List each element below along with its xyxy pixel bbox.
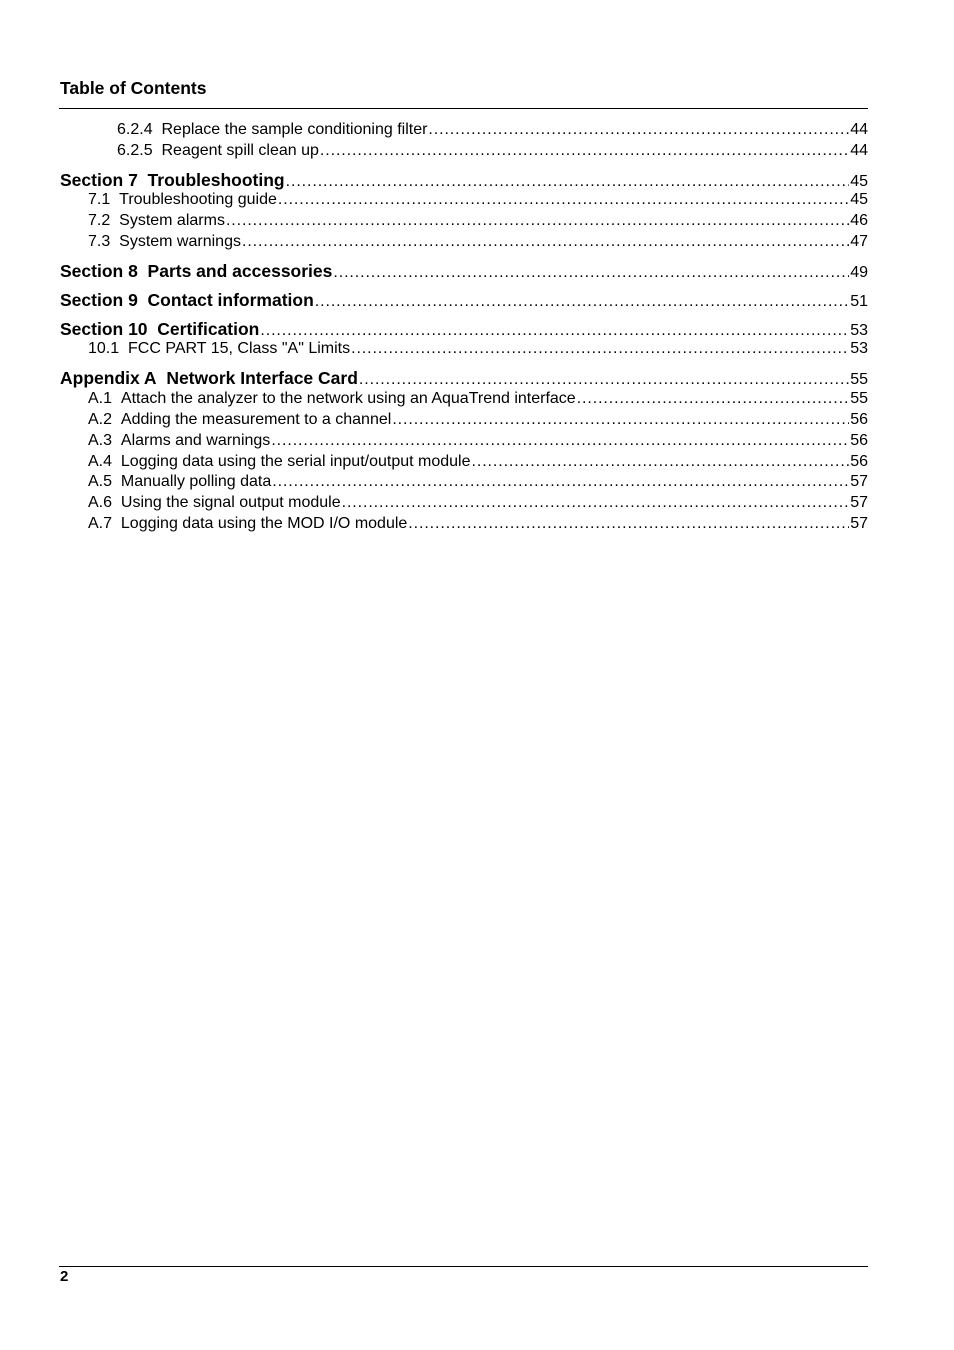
toc-entry-page: 47 xyxy=(850,233,868,250)
toc-entry-page: 57 xyxy=(850,515,868,532)
toc-entry-page: 57 xyxy=(850,473,868,490)
dot-leader xyxy=(577,390,850,408)
page-title: Table of Contents xyxy=(60,78,207,98)
toc-entry-number: A.3 xyxy=(88,432,113,449)
toc-entry-number: 6.2.5 xyxy=(117,142,153,159)
toc-section-page: 49 xyxy=(850,264,868,281)
toc-entry-label: Manually polling data xyxy=(120,473,272,490)
toc-entry-6-2-5[interactable] xyxy=(117,142,868,162)
toc-section-number: Section 7 xyxy=(60,170,138,190)
dot-leader xyxy=(260,319,849,340)
toc-entry-page: 53 xyxy=(850,340,868,357)
toc-entry-label: System warnings xyxy=(119,233,241,250)
toc-entry-a-3[interactable] xyxy=(88,432,868,452)
dot-leader xyxy=(351,340,849,358)
toc-entry-a-5[interactable] xyxy=(88,473,868,493)
toc-section-page: 55 xyxy=(850,371,868,388)
toc-entry-a-4[interactable] xyxy=(88,453,868,473)
dot-leader xyxy=(242,233,849,251)
toc-entry-10-1[interactable] xyxy=(88,340,868,360)
dot-leader xyxy=(320,142,849,160)
dot-leader xyxy=(226,212,849,230)
toc-section-label: Troubleshooting xyxy=(147,170,285,190)
dot-leader xyxy=(359,368,849,389)
dot-leader xyxy=(278,191,849,209)
toc-entry-page: 56 xyxy=(850,453,868,470)
toc-section-number: Section 8 xyxy=(60,261,138,281)
dot-leader xyxy=(271,432,849,450)
toc-entry-number: 7.1 xyxy=(88,191,111,208)
toc-entry-page: 45 xyxy=(850,191,868,208)
toc-entry-label: FCC PART 15, Class "A" Limits xyxy=(128,340,351,357)
toc-entry-label: Reagent spill clean up xyxy=(161,142,319,159)
toc-entry-number: A.6 xyxy=(88,494,113,511)
toc-section-page: 45 xyxy=(850,173,868,190)
toc-entry-label: Alarms and warnings xyxy=(120,432,271,449)
toc-entry-page: 44 xyxy=(850,142,868,159)
toc-entry-page: 56 xyxy=(850,411,868,428)
toc-entry-number: A.2 xyxy=(88,411,113,428)
toc-entry-7-1[interactable] xyxy=(88,191,868,211)
toc-entry-number: A.7 xyxy=(88,515,113,532)
toc-entry-6-2-4[interactable] xyxy=(117,121,868,141)
toc-entry-label: Troubleshooting guide xyxy=(119,191,277,208)
toc-entry-a-1[interactable] xyxy=(88,390,868,410)
toc-section-number: Section 10 xyxy=(60,319,148,339)
toc-entry-a-7[interactable] xyxy=(88,515,868,535)
dot-leader xyxy=(315,290,849,311)
toc-section-label: Certification xyxy=(157,319,260,339)
footer-divider xyxy=(59,1266,868,1267)
toc-entry-page: 55 xyxy=(850,390,868,407)
toc-entry-7-3[interactable] xyxy=(88,233,868,253)
toc-section-9[interactable] xyxy=(60,290,868,312)
toc-entry-label: Using the signal output module xyxy=(120,494,341,511)
toc-entry-label: Replace the sample conditioning filter xyxy=(161,121,428,138)
dot-leader xyxy=(272,473,849,491)
toc-entry-label: Adding the measurement to a channel xyxy=(120,411,392,428)
toc-appendix-a[interactable] xyxy=(60,368,868,390)
toc-section-10[interactable] xyxy=(60,319,868,341)
dot-leader xyxy=(408,515,849,533)
toc-section-page: 51 xyxy=(850,293,868,310)
toc-section-7[interactable] xyxy=(60,170,868,192)
toc-entry-7-2[interactable] xyxy=(88,212,868,232)
toc-entry-label: Logging data using the serial input/output module xyxy=(120,453,471,470)
toc-section-8[interactable] xyxy=(60,261,868,283)
toc-entry-page: 56 xyxy=(850,432,868,449)
toc-entry-number: 7.3 xyxy=(88,233,111,250)
toc-section-label: Parts and accessories xyxy=(147,261,333,281)
dot-leader xyxy=(472,453,850,471)
toc-entry-a-6[interactable] xyxy=(88,494,868,514)
toc-entry-label: System alarms xyxy=(119,212,225,229)
dot-leader xyxy=(286,170,850,191)
toc-entry-number: A.4 xyxy=(88,453,113,470)
toc-entry-number: 7.2 xyxy=(88,212,111,229)
dot-leader xyxy=(428,121,849,139)
toc-entry-page: 57 xyxy=(850,494,868,511)
toc-entry-page: 46 xyxy=(850,212,868,229)
toc-entry-page: 44 xyxy=(850,121,868,138)
dot-leader xyxy=(342,494,850,512)
dot-leader xyxy=(392,411,849,429)
toc-entry-number: A.1 xyxy=(88,390,113,407)
toc-entry-label: Logging data using the MOD I/O module xyxy=(120,515,408,532)
toc-entry-number: 6.2.4 xyxy=(117,121,153,138)
toc-entry-number: 10.1 xyxy=(88,340,120,357)
toc-entry-label: Attach the analyzer to the network using an AquaTrend interface xyxy=(120,390,576,407)
toc-section-page: 53 xyxy=(850,322,868,339)
header-divider xyxy=(59,108,868,109)
toc-section-label: Contact information xyxy=(147,290,314,310)
page-number: 2 xyxy=(60,1268,69,1285)
toc-section-label: Network Interface Card xyxy=(166,368,358,388)
toc-section-number: Section 9 xyxy=(60,290,138,310)
toc-section-number: Appendix A xyxy=(60,368,157,388)
toc-entry-a-2[interactable] xyxy=(88,411,868,431)
toc-entry-number: A.5 xyxy=(88,473,113,490)
dot-leader xyxy=(333,261,849,282)
